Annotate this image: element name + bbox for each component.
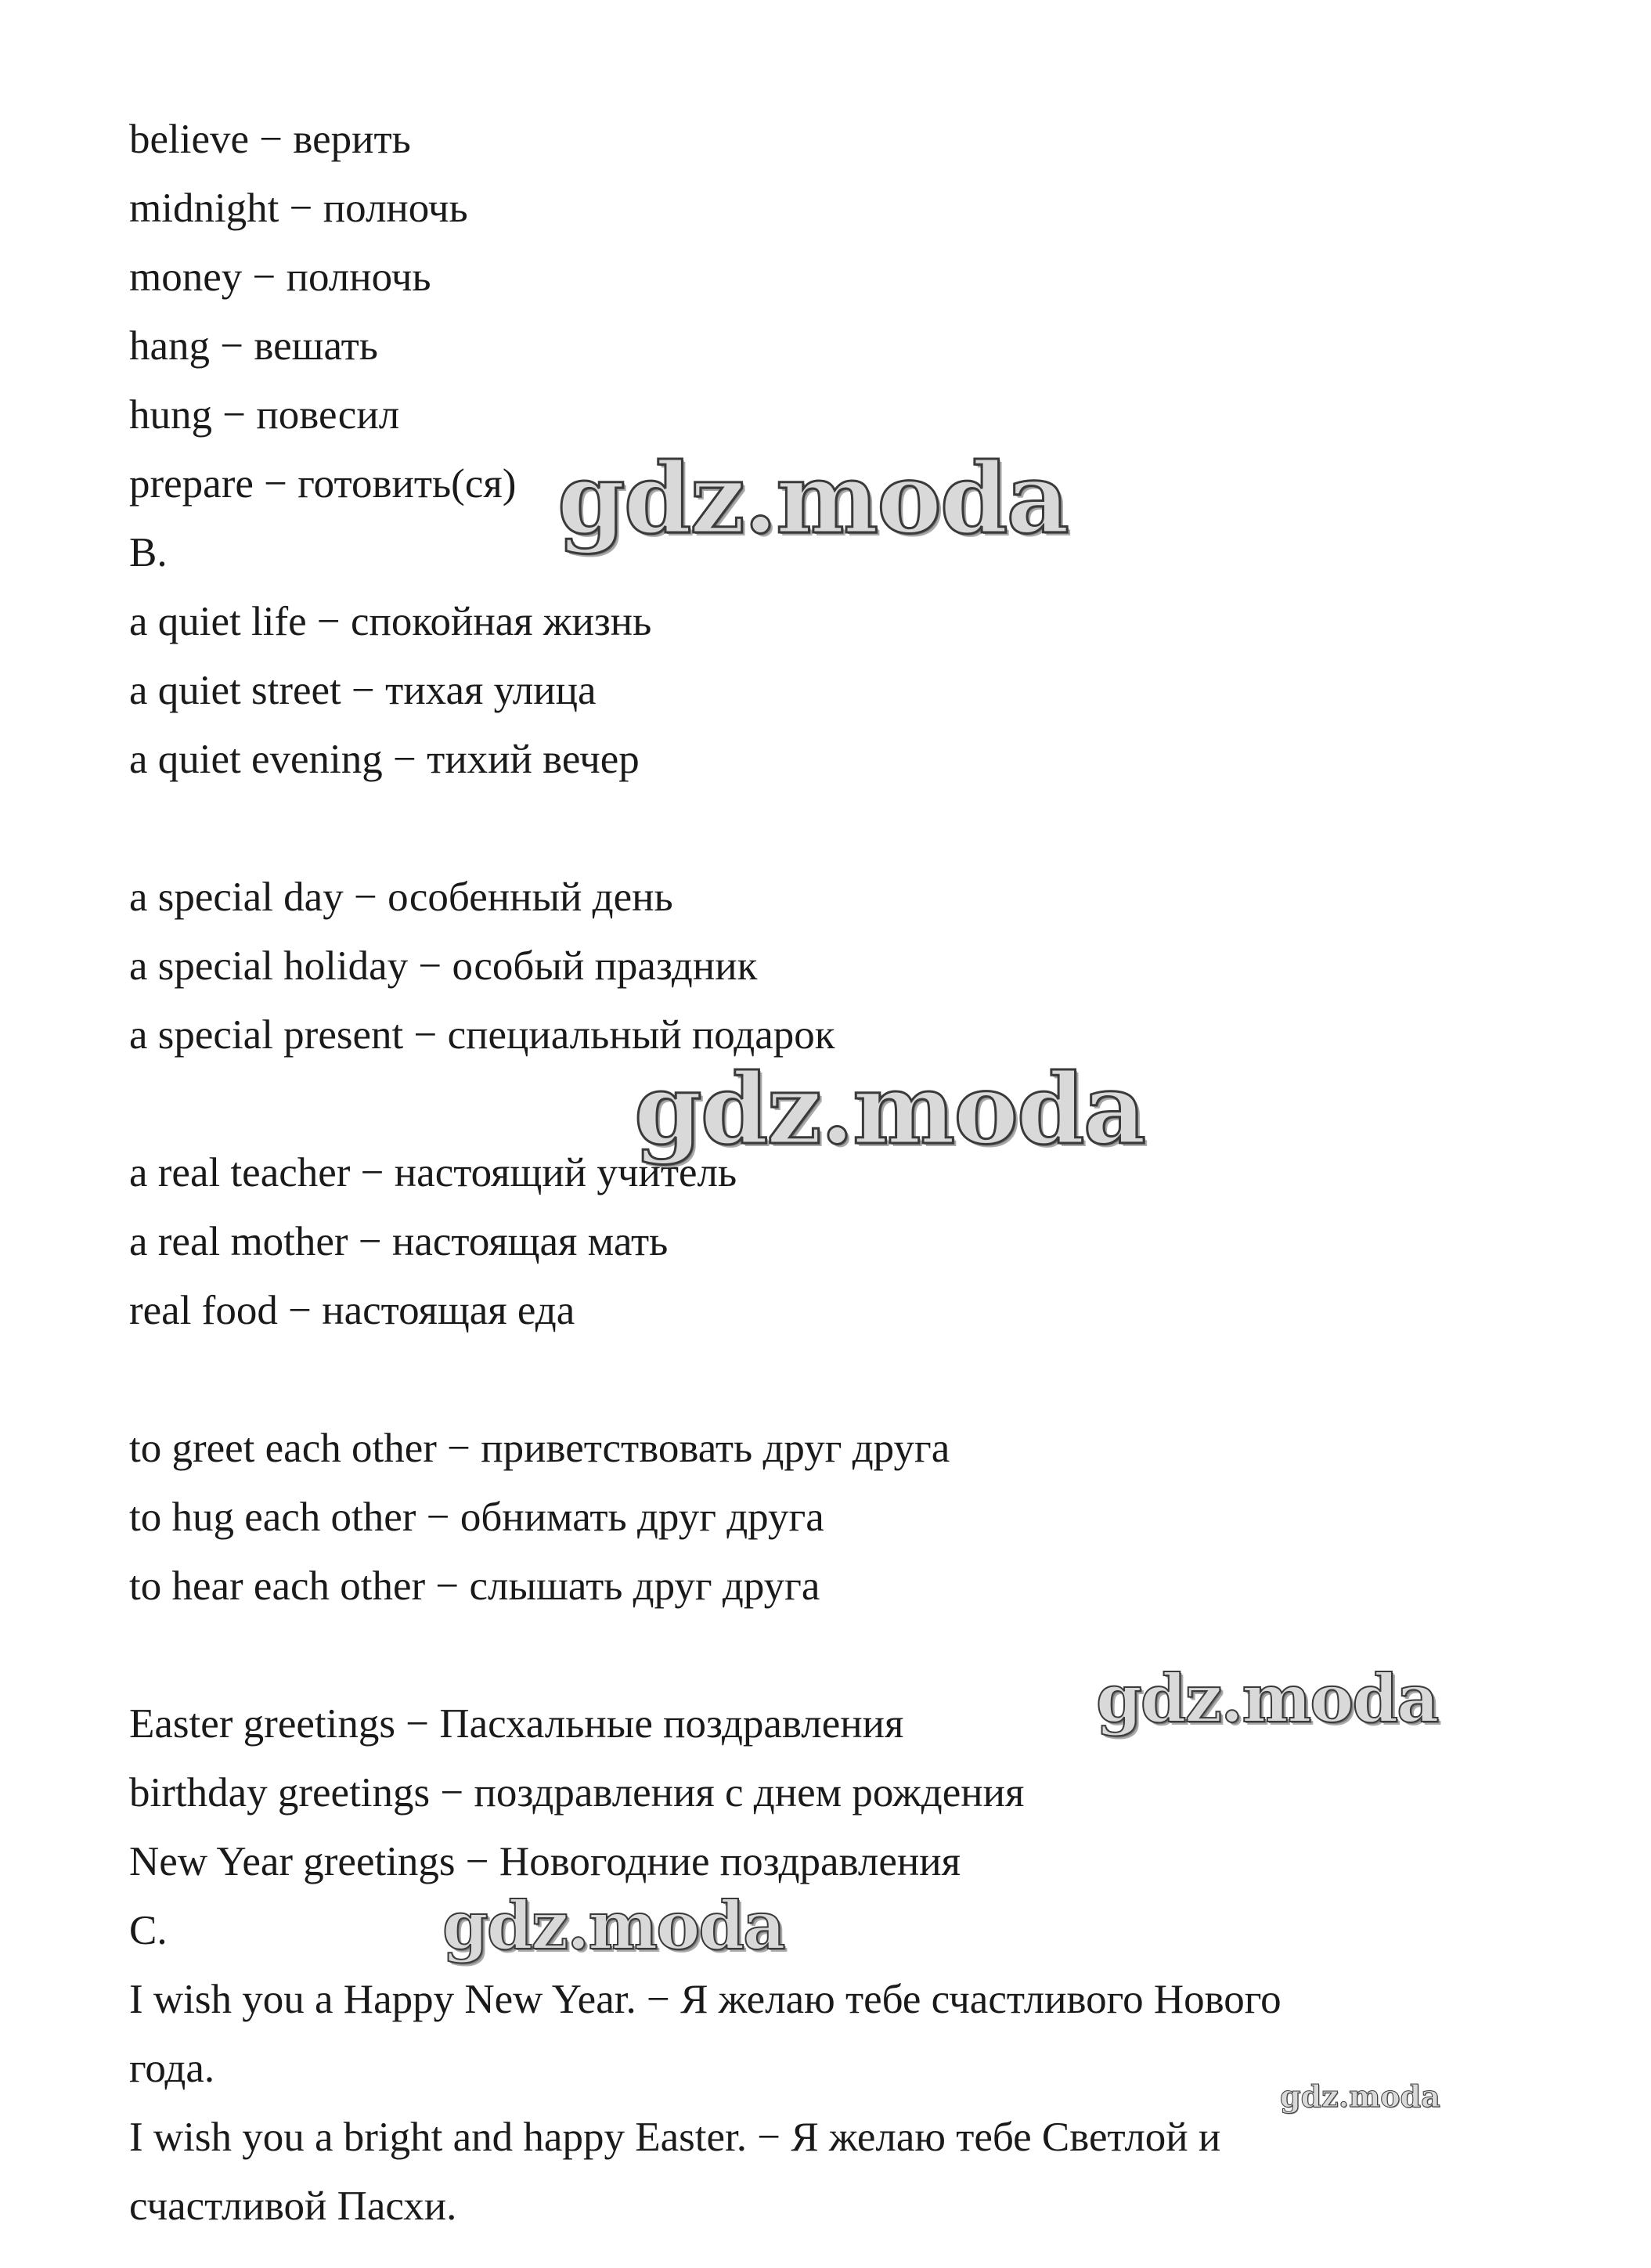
watermark: gdz.moda bbox=[442, 1887, 784, 1964]
text-line: birthday greetings − поздравления с днем рождения bbox=[129, 1770, 1025, 1815]
text-line: Easter greetings − Пасхальные поздравления bbox=[129, 1701, 904, 1747]
watermark: gdz.moda bbox=[557, 442, 1068, 556]
text-line: a quiet evening − тихий вечер bbox=[129, 737, 640, 782]
text-line: real food − настоящая еда bbox=[129, 1288, 575, 1333]
text-line: New Year greetings − Новогодние поздравления bbox=[129, 1839, 961, 1884]
text-line: I wish you a bright and happy Easter. − Я желаю тебе Светлой и bbox=[129, 2115, 1221, 2160]
text-line: to greet each other − приветствовать друг друга bbox=[129, 1426, 950, 1471]
text-line: a special day − особенный день bbox=[129, 874, 673, 920]
watermark: gdz.moda bbox=[1096, 1660, 1438, 1737]
text-line: midnight − полночь bbox=[129, 186, 468, 231]
text-line: a special holiday − особый праздник bbox=[129, 943, 758, 989]
text-line: to hear each other − слышать друг друга bbox=[129, 1563, 820, 1609]
text-line: a real teacher − настоящий учитель bbox=[129, 1150, 737, 1195]
text-line: believe − верить bbox=[129, 117, 411, 162]
text-line: to hug each other − обнимать друг друга bbox=[129, 1495, 824, 1540]
text-line: hang − вешать bbox=[129, 323, 378, 369]
text-line: a real mother − настоящая мать bbox=[129, 1219, 669, 1264]
text-line: года. bbox=[129, 2046, 215, 2091]
section-heading: C. bbox=[129, 1908, 168, 1953]
text-line: a quiet life − спокойная жизнь bbox=[129, 599, 652, 644]
watermark: gdz.moda bbox=[1280, 2079, 1440, 2114]
section-heading: B. bbox=[129, 530, 168, 575]
text-line: счастливой Пасхи. bbox=[129, 2183, 457, 2229]
text-line: a special present − специальный подарок bbox=[129, 1012, 835, 1058]
text-line: prepare − готовить(ся) bbox=[129, 461, 517, 507]
text-line: I wish you a Happy New Year. − Я желаю тебе счастливого Нового bbox=[129, 1977, 1282, 2022]
text-line: hung − повесил bbox=[129, 392, 400, 438]
text-line: a quiet street − тихая улица bbox=[129, 668, 597, 713]
watermark: gdz.moda bbox=[634, 1053, 1145, 1166]
text-line: money − полночь bbox=[129, 254, 431, 300]
